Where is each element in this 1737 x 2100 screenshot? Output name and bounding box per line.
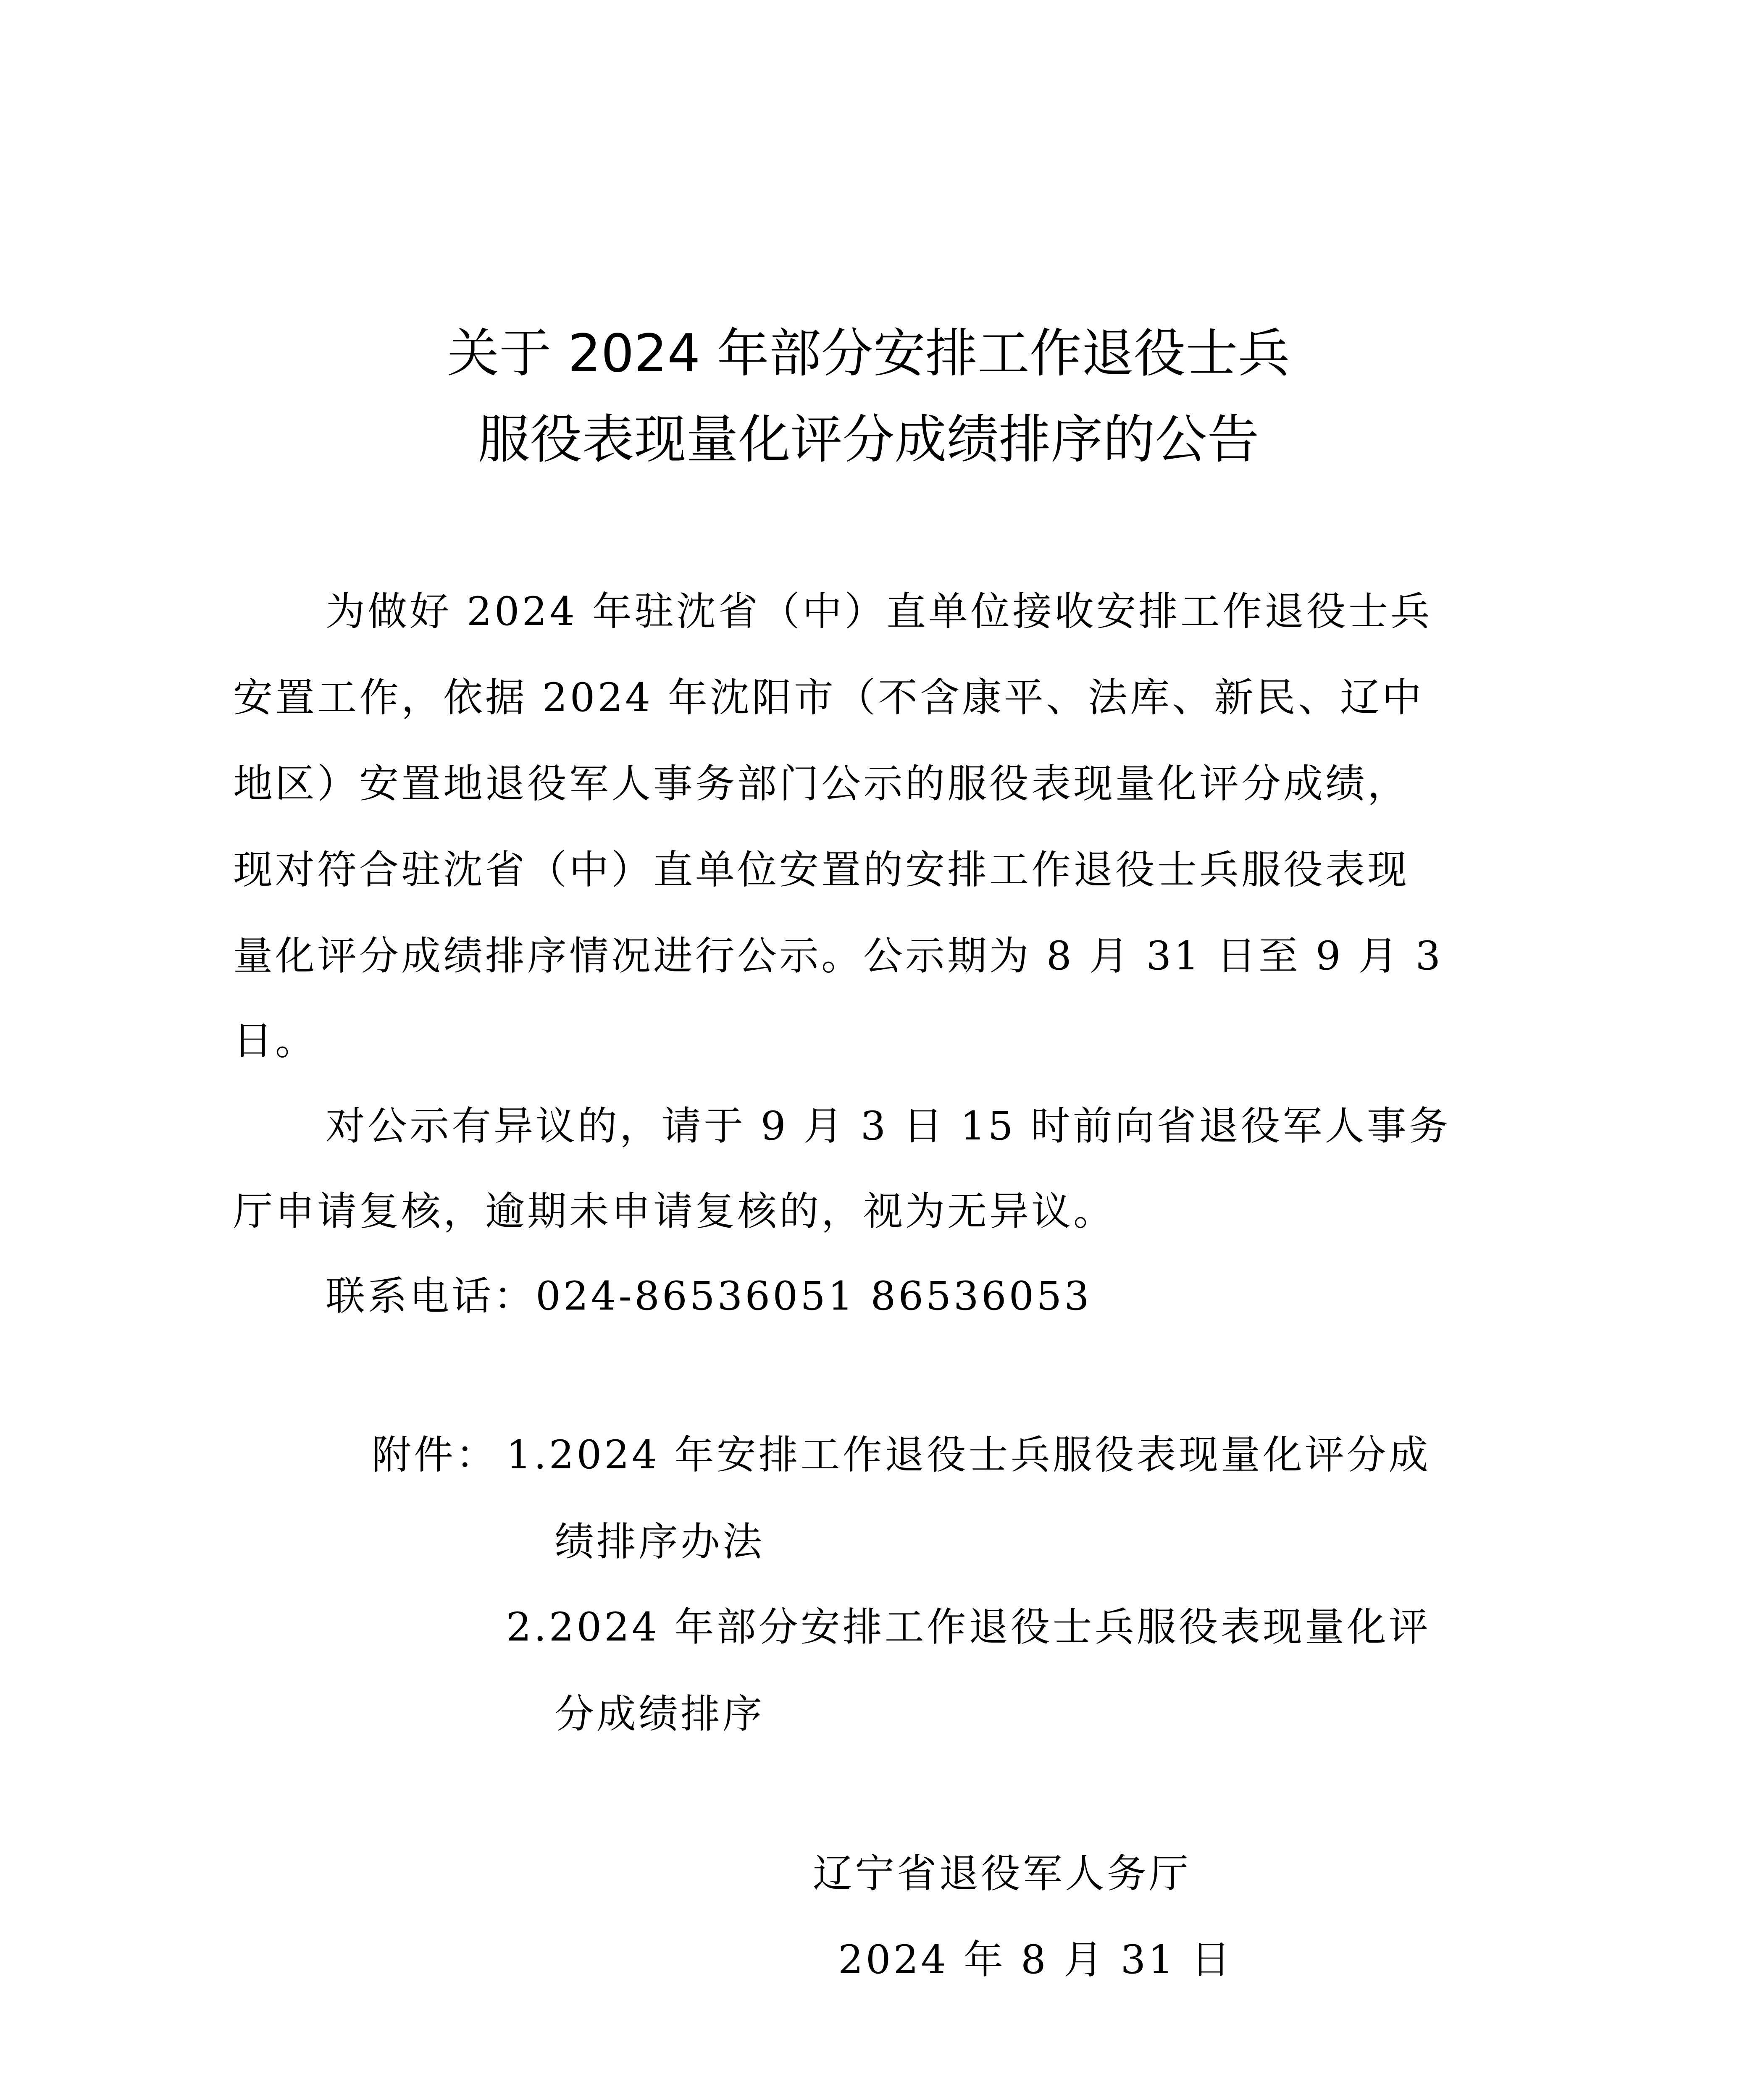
attachment-1-line-1: 1.2024 年安排工作退役士兵服役表现量化评分成 [506,1432,1431,1478]
contact-phone: 联系电话：024-86536051 86536053 [326,1273,1092,1319]
attachment-1-line-2: 绩排序办法 [554,1519,765,1565]
paragraph-1-line-3: 地区）安置地退役军人事务部门公示的服役表现量化评分成绩， [233,761,1410,807]
paragraph-1-line-6: 日。 [233,1018,318,1064]
paragraph-2-line-1: 对公示有异议的，请于 9 月 3 日 15 时前向省退役军人事务 [326,1103,1451,1149]
attachments-label: 附件： [372,1432,498,1478]
attachment-2-line-1: 2.2024 年部分安排工作退役士兵服役表现量化评 [506,1604,1431,1650]
signature-organization: 辽宁省退役军人务厅 [813,1851,1191,1897]
paragraph-1-line-2: 安置工作，依据 2024 年沈阳市（不含康平、法库、新民、辽中 [233,675,1424,721]
paragraph-1-line-1: 为做好 2024 年驻沈省（中）直单位接收安排工作退役士兵 [326,589,1432,635]
paragraph-1-line-5: 量化评分成绩排序情况进行公示。公示期为 8 月 31 日至 9 月 3 [233,933,1443,979]
title-line-2: 服役表现量化评分成绩排序的公告 [478,410,1259,470]
paragraph-2-line-2: 厅申请复核，逾期未申请复核的，视为无异议。 [233,1189,1116,1234]
title-line-1: 关于 2024 年部分安排工作退役士兵 [447,323,1290,384]
signature-date: 2024 年 8 月 31 日 [838,1937,1233,1983]
attachment-2-line-2: 分成绩排序 [554,1691,765,1737]
paragraph-1-line-4: 现对符合驻沈省（中）直单位安置的安排工作退役士兵服役表现 [233,847,1410,893]
